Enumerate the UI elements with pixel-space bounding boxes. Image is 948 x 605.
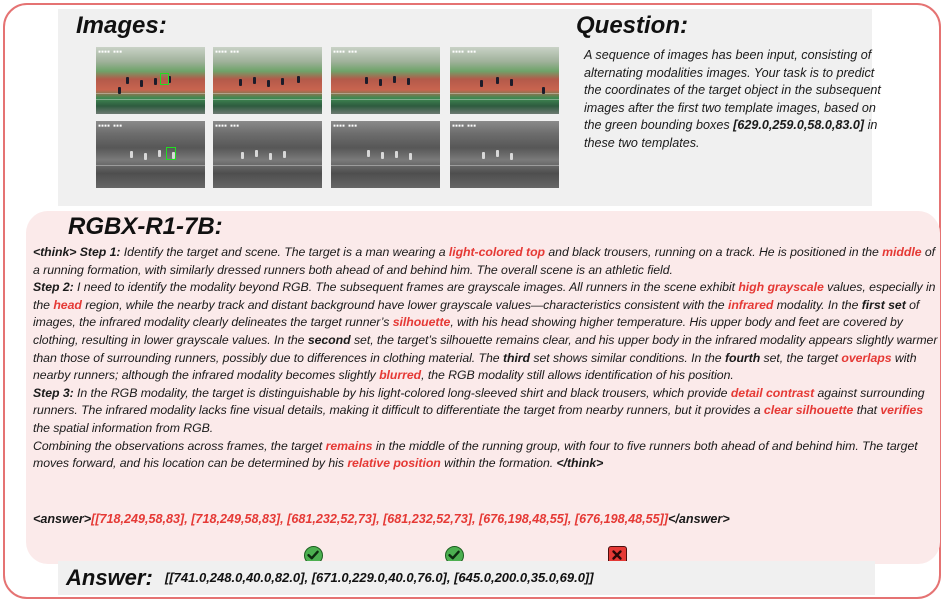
emphasis: fourth bbox=[724, 350, 761, 365]
step-2-label: Step 2: bbox=[33, 280, 74, 295]
highlight: blurred bbox=[379, 368, 422, 383]
reasoning-text bbox=[33, 244, 939, 473]
step-2-text: of images, the infrared modality clearly delineates the target runner’s bbox=[33, 297, 920, 330]
highlight: infrared bbox=[727, 297, 774, 312]
step-2-text: , with his head showing higher temperature. His upper body and feet are covered by clothing, resulting in lower grayscale values. In the bbox=[33, 315, 903, 347]
rgb-frame-3: ▪▪▪▪ ▪▪▪ bbox=[331, 47, 440, 114]
step-1-label: Step 1: bbox=[79, 245, 121, 259]
ir-frame-4: ▪▪▪▪ ▪▪▪ bbox=[450, 121, 559, 188]
think-close-tag: </think> bbox=[556, 456, 604, 471]
step-3-text: against surrounding runners. The infrared modality lacks fine visual details, making it difficult to differentiate the target from nearby runners, but it provides a bbox=[33, 385, 925, 418]
question-heading: Question: bbox=[576, 12, 688, 39]
think-open-tag: <think> bbox=[33, 245, 77, 259]
step-1-text: Identify the target and scene. The target is a man wearing a bbox=[120, 245, 449, 259]
image-grid bbox=[96, 47, 555, 189]
rgb-frame-1: ▪▪▪▪ ▪▪▪ bbox=[96, 47, 205, 114]
highlight: overlaps bbox=[841, 350, 892, 365]
ir-frame-3: ▪▪▪▪ ▪▪▪ bbox=[331, 121, 440, 188]
highlight: head bbox=[53, 297, 82, 312]
conclusion-text: Combining the observations across frames, the target bbox=[33, 438, 326, 453]
model-heading: RGBX-R1-7B: bbox=[68, 213, 223, 240]
rgb-frame-2: ▪▪▪▪ ▪▪▪ bbox=[213, 47, 322, 114]
question-part-1: A sequence of images has been input, consisting of alternating modalities images. Your task is to predict the coordinates of the target object in the subsequent images after the first two template images, based on the green bounding boxes bbox=[584, 48, 881, 133]
conclusion-text: in the middle of the running group, with four to five runners both ahead of and behind him. The target moves forward, and his location can be determined by his bbox=[33, 438, 918, 471]
question-part-2: in these two templates. bbox=[584, 118, 878, 150]
emphasis: first set bbox=[861, 297, 906, 312]
highlight: silhouette bbox=[392, 315, 451, 330]
highlight: relative position bbox=[347, 456, 441, 471]
step-2-text: I need to identify the modality beyond RGB. The subsequent frames are grayscale images. All runners in the scene exhibit bbox=[73, 280, 739, 295]
ir-frame-1: ▪▪▪▪ ▪▪▪ bbox=[96, 121, 205, 188]
predicted-boxes: [[718,249,58,83], [718,249,58,83], [681,232,52,73], [681,232,52,73], [676,198,48,55], [676,198,48,55]] bbox=[91, 512, 669, 526]
step-3-text: In the RGB modality, the target is distinguishable by his light-colored long-sleeved shirt and black trousers, which provide bbox=[73, 385, 731, 400]
step-3-text: the spatial information from RGB. bbox=[33, 420, 214, 435]
emphasis: second bbox=[307, 332, 351, 347]
step-3-label: Step 3: bbox=[33, 385, 74, 400]
rgb-frame-4: ▪▪▪▪ ▪▪▪ bbox=[450, 47, 559, 114]
step-2-text: values, especially in the bbox=[33, 280, 936, 312]
highlight: verifies bbox=[880, 403, 924, 418]
highlight: clear silhouette bbox=[763, 403, 854, 418]
step-2-text: set, the target’s silhouette remains clear, and his upper body in the infrared modality appears slightly warmer than those of surrounding runners, possibly due to differences in clothing material. The bbox=[33, 332, 938, 365]
step-2-text: set shows similar conditions. In the bbox=[530, 350, 725, 365]
images-heading: Images: bbox=[76, 12, 167, 39]
ground-truth-boxes: [[741.0,248.0,40.0,82.0], [671.0,229.0,40.0,76.0], [645.0,200.0,35.0,69.0]] bbox=[165, 570, 594, 585]
step-1-text: and black trousers, running on a track. He is positioned in the bbox=[545, 245, 883, 259]
step-2-text: set, the target bbox=[760, 350, 842, 365]
highlight: detail contrast bbox=[730, 385, 815, 400]
answer-open-tag: <answer> bbox=[33, 512, 92, 526]
step-2-text: , the RGB modality still allows identification of his position. bbox=[421, 368, 734, 383]
step-1-text: of a running formation, with similarly dressed runners both ahead of and behind him. The overall scene is an athletic field. bbox=[33, 245, 936, 277]
step-2-text: with nearby runners; although the infrared modality becomes slightly bbox=[33, 350, 917, 383]
ir-frame-2: ▪▪▪▪ ▪▪▪ bbox=[213, 121, 322, 188]
template-bbox: [629.0,259.0,58.0,83.0] bbox=[733, 118, 865, 133]
step-2-text: region, while the nearby track and distant background have lower grayscale values—characteristics consistent with the bbox=[81, 297, 728, 312]
answer-heading: Answer: bbox=[66, 565, 153, 590]
step-3-text: that bbox=[853, 403, 881, 418]
conclusion-text: within the formation. bbox=[440, 456, 557, 471]
highlight: middle bbox=[882, 245, 922, 259]
emphasis: third bbox=[502, 350, 531, 365]
highlight: remains bbox=[325, 438, 373, 453]
question-text bbox=[584, 47, 884, 153]
step-2-text: modality. In the bbox=[773, 297, 862, 312]
highlight: light-colored top bbox=[448, 245, 546, 259]
highlight: high grayscale bbox=[738, 280, 824, 295]
model-answer bbox=[33, 512, 730, 526]
answer-close-tag: </answer> bbox=[668, 512, 730, 526]
